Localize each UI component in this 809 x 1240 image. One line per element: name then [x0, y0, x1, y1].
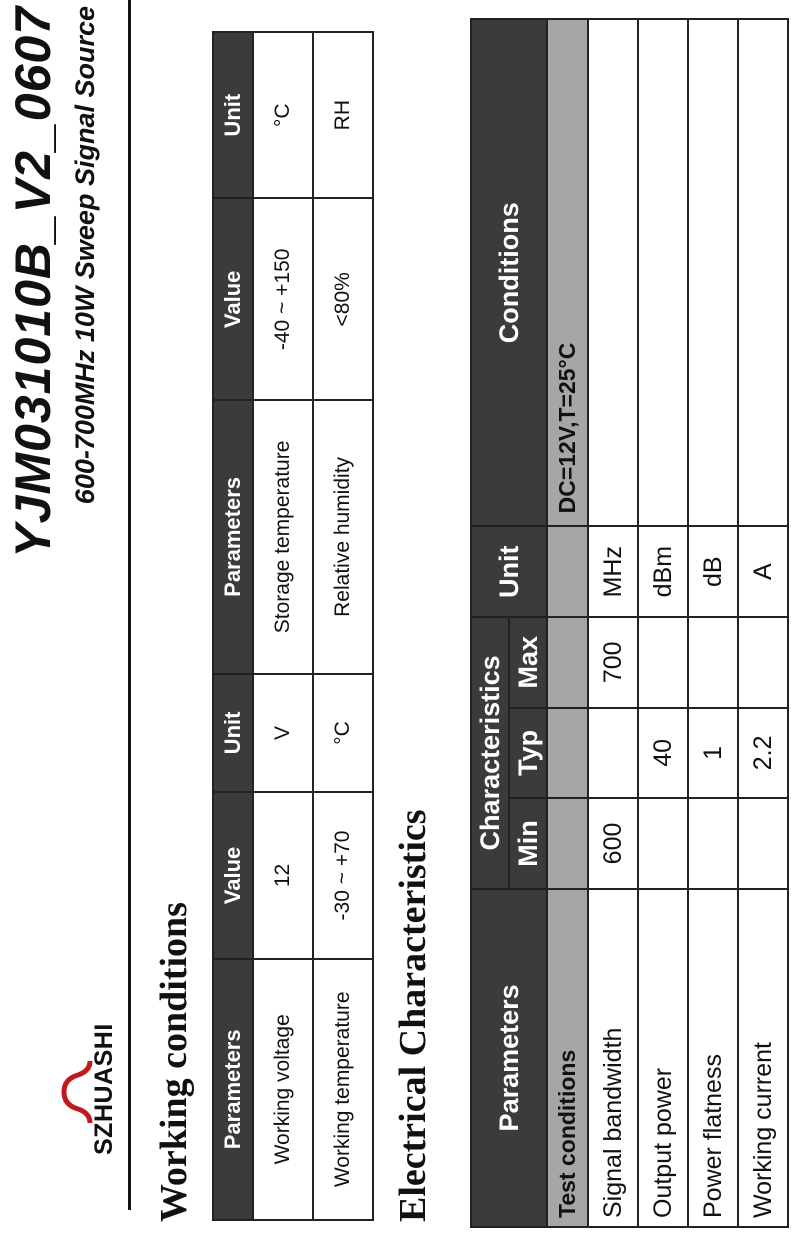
unit-cell: dB — [688, 526, 738, 617]
typ-cell: 2.2 — [738, 708, 788, 799]
logo-wave-icon — [60, 1057, 94, 1127]
max-cell — [638, 617, 688, 708]
col-header: Value — [213, 792, 253, 958]
table-row — [688, 19, 738, 1227]
table-cell: -40 ~ +150 — [253, 198, 313, 400]
min-cell: 600 — [588, 798, 638, 889]
conditions-cell — [738, 19, 788, 526]
table-cell: RH — [313, 32, 373, 198]
table-cell: °C — [313, 674, 373, 793]
table-header-row — [213, 32, 253, 1220]
col-header: Unit — [213, 674, 253, 793]
table-row — [588, 19, 638, 1227]
table-cell — [547, 708, 588, 799]
typ-cell — [588, 708, 638, 799]
typ-cell: 1 — [688, 708, 738, 799]
col-header: Value — [213, 198, 253, 400]
table-cell — [547, 526, 588, 617]
col-header-unit: Unit — [471, 526, 547, 617]
section-heading-electrical: Electrical Characteristics — [392, 809, 434, 1222]
param-cell: Working current — [738, 889, 788, 1227]
electrical-characteristics-table — [470, 18, 789, 1228]
table-row — [253, 32, 313, 1220]
table-header-row — [471, 19, 509, 1227]
test-conditions-row — [547, 19, 588, 1227]
table-cell: 12 — [253, 792, 313, 958]
col-header: Unit — [213, 32, 253, 198]
param-cell: Signal bandwidth — [588, 889, 638, 1227]
logo-text: SZHUASHI — [90, 1023, 118, 1155]
test-conditions-label: Test conditions — [547, 889, 588, 1227]
table-cell: Relative humidity — [313, 400, 373, 673]
table-cell: V — [253, 674, 313, 793]
conditions-cell — [588, 19, 638, 526]
unit-cell: A — [738, 526, 788, 617]
company-logo — [60, 1005, 120, 1185]
unit-cell: MHz — [588, 526, 638, 617]
document-title: YJM031010B_V2_0607 — [5, 6, 61, 558]
table-row — [638, 19, 688, 1227]
max-cell — [688, 617, 738, 708]
table-cell — [547, 617, 588, 708]
typ-cell: 40 — [638, 708, 688, 799]
col-header-typ: Typ — [509, 708, 547, 799]
max-cell — [738, 617, 788, 708]
min-cell — [688, 798, 738, 889]
table-cell: Working temperature — [313, 959, 373, 1220]
working-conditions-table — [212, 31, 374, 1221]
col-header: Parameters — [213, 400, 253, 673]
table-row — [313, 32, 373, 1220]
section-heading-working-conditions: Working conditions — [153, 902, 195, 1222]
max-cell: 700 — [588, 617, 638, 708]
table-cell: <80% — [313, 198, 373, 400]
min-cell — [738, 798, 788, 889]
col-header-characteristics: Characteristics — [471, 617, 509, 889]
table-cell: -30 ~ +70 — [313, 792, 373, 958]
col-header-conditions: Conditions — [471, 19, 547, 526]
header-divider — [128, 0, 131, 1210]
min-cell — [638, 798, 688, 889]
table-cell: °C — [253, 32, 313, 198]
param-cell: Output power — [638, 889, 688, 1227]
col-header-min: Min — [509, 798, 547, 889]
col-header: Parameters — [213, 959, 253, 1220]
col-header-parameters: Parameters — [471, 889, 547, 1227]
table-row — [738, 19, 788, 1227]
table-cell: Storage temperature — [253, 400, 313, 673]
param-cell: Power flatness — [688, 889, 738, 1227]
unit-cell: dBm — [638, 526, 688, 617]
test-conditions-value: DC=12V,T=25°C — [547, 19, 588, 526]
document-subtitle: 600-700MHz 10W Sweep Signal Source — [70, 6, 100, 505]
conditions-cell — [688, 19, 738, 526]
col-header-max: Max — [509, 617, 547, 708]
table-cell — [547, 798, 588, 889]
conditions-cell — [638, 19, 688, 526]
table-cell: Working voltage — [253, 959, 313, 1220]
